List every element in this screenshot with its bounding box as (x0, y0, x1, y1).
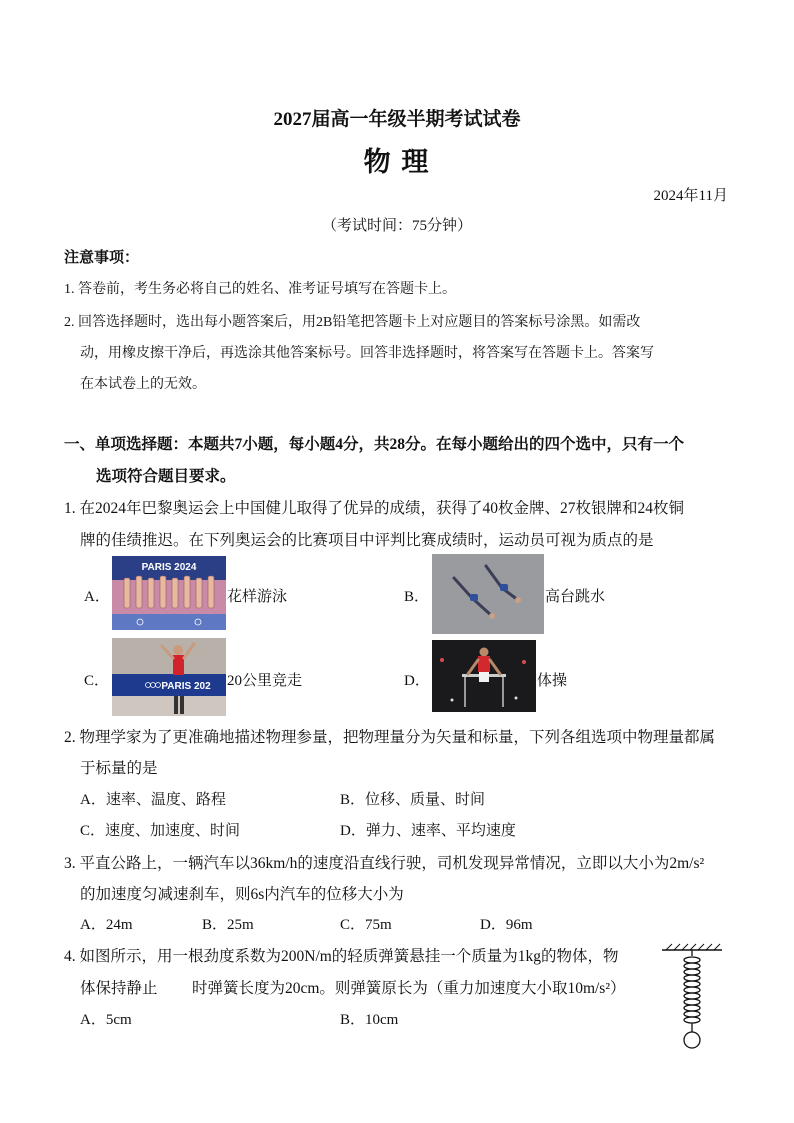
notice-item-2-line-3: 在本试卷上的无效。 (80, 377, 206, 392)
q3-option-a: A．24m (80, 917, 133, 933)
exam-date: 2024年11月 (653, 188, 728, 204)
q1-option-a-label: 花样游泳 (227, 589, 288, 605)
notice-heading: 注意事项： (64, 250, 140, 266)
q2-option-b: B．位移、质量、时间 (340, 792, 486, 808)
q1-option-c-letter: C． (84, 673, 110, 689)
q3-option-b: B．25m (202, 917, 254, 933)
notice-item-2-line-2: 动，用橡皮擦干净后，再选涂其他答案标号。回答非选择题时，将答案写在答题卡上。答案写 (80, 346, 654, 361)
notice-item-1: 1. 答卷前，考生务必将自己的姓名、准考证号填写在答题卡上。 (64, 282, 456, 297)
q4-option-b: B．10cm (340, 1012, 399, 1028)
diving-photo (432, 554, 544, 634)
ceiling-hatch-icon (662, 944, 722, 950)
hanging-mass-icon (684, 1032, 700, 1048)
q4-stem-line-1: 4. 如图所示，用一根劲度系数为200N/m的轻质弹簧悬挂一个质量为1kg的物体，物 (64, 948, 619, 965)
q3-stem-line-1: 3. 平直公路上，一辆汽车以36km/h的速度沿直线行驶，司机发现异常情况，立即以大小为2m/s² (64, 855, 705, 872)
q2-stem-line-2: 于标量的是 (80, 760, 158, 777)
q2-stem-line-1: 2. 物理学家为了更准确地描述物理参量，把物理量分为矢量和标量，下列各组选项中物理量都属 (64, 729, 716, 746)
race-walking-photo (112, 638, 226, 716)
q4-option-a: A．5cm (80, 1012, 132, 1028)
spring-coil-icon (684, 950, 700, 1032)
q2-option-c: C．速度、加速度、时间 (80, 823, 241, 839)
spring-diagram (658, 940, 726, 1052)
q1-stem-line-2: 牌的佳绩推迟。在下列奥运会的比赛项目中评判比赛成绩时，运动员可视为质点的是 (80, 532, 654, 549)
section-heading: 一、单项选择题：本题共7小题，每小题4分，共28分。在每小题给出的四个选中，只有一个 (64, 436, 685, 453)
q3-option-c: C．75m (340, 917, 392, 933)
q1-stem-line-1: 1. 在2024年巴黎奥运会上中国健儿取得了优异的成绩，获得了40枚金牌、27枚银牌和24枚铜 (64, 500, 685, 517)
q1-option-b-letter: B． (404, 589, 430, 605)
q4-stem-line-2a: 体保持静止 (80, 980, 158, 997)
exam-duration: （考试时间：75分钟） (321, 218, 472, 234)
paris-finish-banner: PARIS 202 (161, 681, 211, 692)
paris-2024-banner: PARIS 2024 (141, 562, 197, 573)
subject-title: 物 理 (363, 147, 431, 177)
q1-option-a-letter: A． (84, 589, 110, 605)
q3-option-d: D．96m (480, 917, 533, 933)
q4-stem-line-2b: 时弹簧长度为20cm。则弹簧原长为（重力加速度大小取10m/s²） (192, 980, 626, 997)
exam-title: 2027届高一年级半期考试试卷 (273, 109, 521, 130)
q2-option-a: A．速率、温度、路程 (80, 792, 226, 808)
gymnastics-photo (432, 640, 536, 712)
q1-option-c-label: 20公里竞走 (227, 673, 303, 689)
q1-option-d-label: 体操 (537, 673, 568, 689)
notice-item-2-line-1: 2. 回答选择题时，选出每小题答案后，用2B铅笔把答题卡上对应题目的答案标号涂黑。如需改 (64, 315, 641, 330)
q2-option-d: D．弹力、速率、平均速度 (340, 823, 516, 839)
section-heading-cont: 选项符合题目要求。 (96, 468, 236, 485)
q3-stem-line-2: 的加速度匀减速刹车，则6s内汽车的位移大小为 (80, 886, 404, 903)
q1-option-d-letter: D． (404, 673, 430, 689)
q1-option-b-label: 高台跳水 (545, 589, 606, 605)
synchronized-swimming-photo (112, 556, 226, 630)
